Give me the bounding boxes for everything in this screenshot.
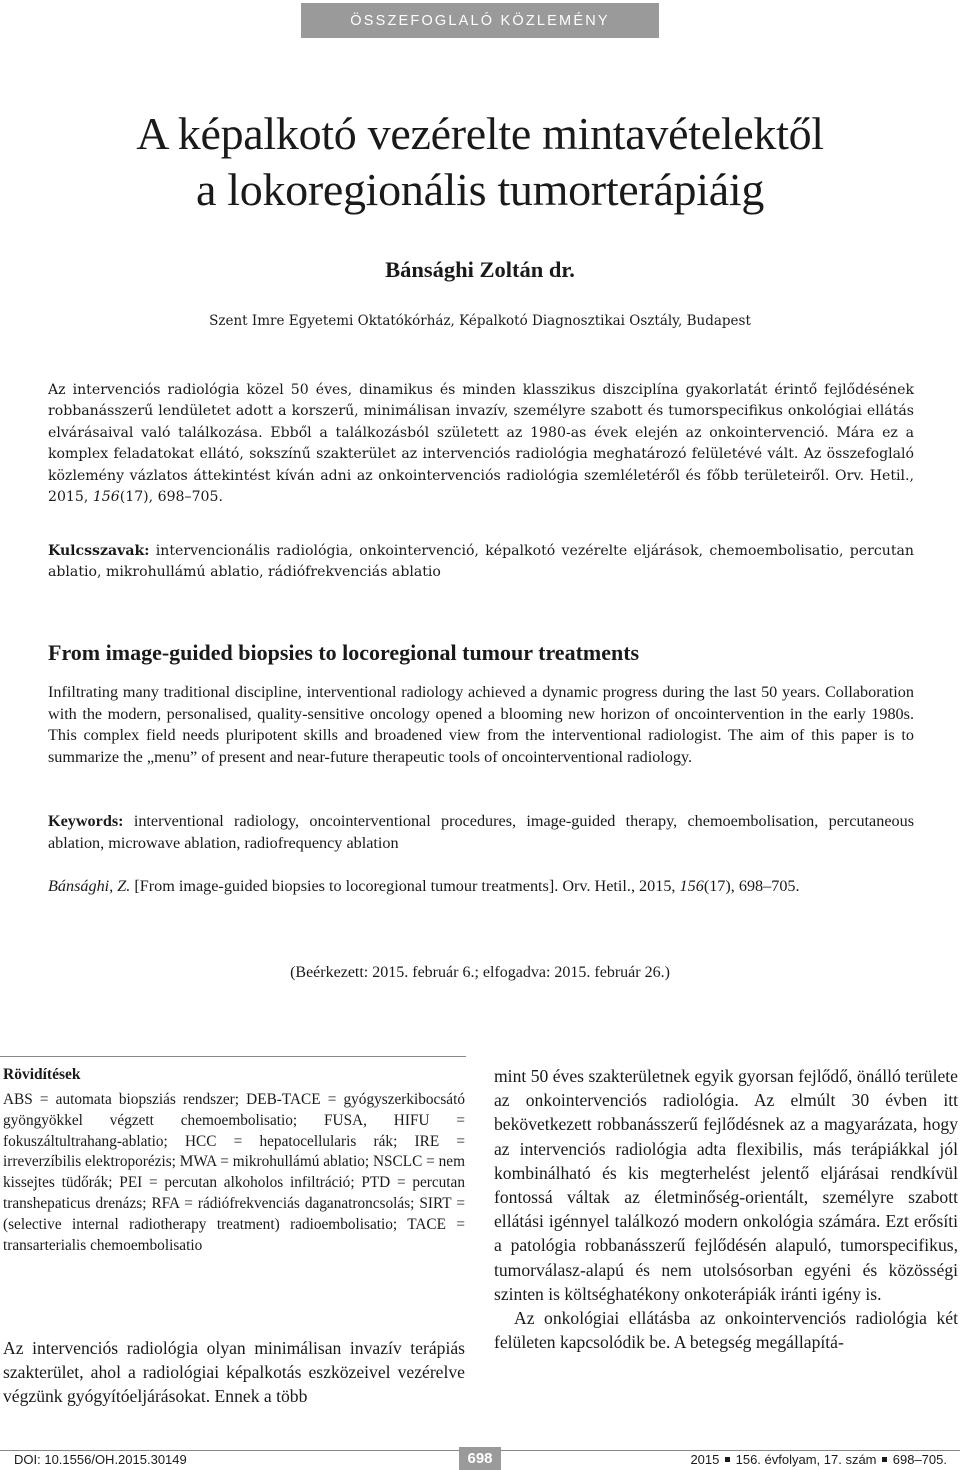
doi-link[interactable]: DOI: 10.1556/OH.2015.30149 <box>14 1452 187 1467</box>
body-paragraph-left: Az intervenciós radiológia olyan minimálisan invazív terápiás szakterület, ahol a radiológiai képalkotás eszközeivel vezérelve végzünk gyógyítóeljárásokat. Ennek a több <box>3 1338 465 1407</box>
abstract-hungarian <box>48 380 914 508</box>
abbreviations-divider <box>0 1056 466 1057</box>
abbreviations-heading: Rövidítések <box>3 1066 81 1083</box>
keywords-hu-label: Kulcsszavak: <box>48 543 150 559</box>
abbreviations-list: ABS = automata biopsziás rendszer; DEB-TACE = gyógyszerkibocsátó gyöngyökkel végzett chemoembolisatio; FUSA, HIFU = fokuszáltultrahang-ablatio; HCC = hepatocellularis rák; IRE = irreverzíbilis elektroporézis; MWA = mikrohullámú ablatio; NSCLC = nem kissejtes tüdőrák; PEI = percutan alkoholos infiltráció; PTD = percutan transhepaticus drenázs; RFA = rádiófrekvenciás daganatroncsolás; SIRT = (selective internal radiotherapy treatment) radioembolisatio; TACE = transarterialis chemoembolisatio <box>3 1091 465 1254</box>
body-column-right <box>494 1064 958 1354</box>
abstract-hu-reference: Orv. Hetil., 2015, 156(17), 698–705. <box>48 467 914 506</box>
section-label: ÖSSZEFOGLALÓ KÖZLEMÉNY <box>350 12 610 29</box>
title-line-2: a lokoregionális tumorterápiáig <box>195 164 765 215</box>
article-title <box>0 106 960 218</box>
keywords-hu-text: intervencionális radiológia, onkointervenció, képalkotó vezérelte eljárások, chemoembolisatio, percutan ablatio, mikrohullámú ablatio, rádiófrekvenciás ablatio <box>48 543 915 581</box>
english-title: From image-guided biopsies to locoregional tumour treatments <box>48 640 640 665</box>
keywords-hungarian <box>48 541 914 584</box>
section-banner <box>301 3 659 38</box>
separator-square-icon <box>882 1457 887 1462</box>
citation-volume: 156 <box>679 877 704 895</box>
abstract-english: Infiltrating many traditional discipline, interventional radiology achieved a dynamic progress during the last 50 years. Collaboration with the modern, personalised, quality-sensitive oncology opened a blooming new horizon of oncointervention in the early 1980s. This complex field needs pluripotent skills and broadened view from the interventional radiologist. The aim of this paper is to summarize the „menu” of present and near-future therapeutic tools of oncointerventional radiology. <box>48 683 914 766</box>
citation: Bánsághi, Z. [From image-guided biopsies to locoregional tumour treatments]. Orv. Hetil., 2015, 156(17), 698–705. <box>48 877 800 895</box>
keywords-english <box>48 811 914 854</box>
author-affiliation: Szent Imre Egyetemi Oktatókórház, Képalkotó Diagnosztikai Osztály, Budapest <box>209 313 751 329</box>
citation-author: Bánsághi, Z. <box>48 877 131 895</box>
page-footer <box>0 1447 960 1470</box>
title-line-1: A képalkotó vezérelte mintavételektől <box>136 108 824 159</box>
keywords-en-label: Keywords: <box>48 812 124 830</box>
separator-square-icon <box>725 1457 730 1462</box>
body-paragraph-right-1: mint 50 éves szakterületnek egyik gyorsan fejlődő, önálló területe az onkointervenciós radiológia. Az elmúlt 30 évben itt bekövetkezett robbanásszerű fejlődésnek az a magyarázata, hogy az intervenciós radiológia adta flexibilis, más terápiákkal jól kombinálható és kis megterhelést jelentő eljárásai rendkívül fontossá váltak az életminőség-orientált, személyre szabott ellátási igénnyel találkozó modern onkológia számára. Ezt erősíti a patológia robbanásszerű fejlődésén alapuló, tumorspecifikus, tumorválasz-alapú és nem utolsósorban egyéni és közösségi szinten is költséghatékony onkoterápiák iránti igény is. <box>494 1066 958 1304</box>
received-dates: (Beérkezett: 2015. február 6.; elfogadva: 2015. február 26.) <box>290 964 670 981</box>
keywords-en-text: interventional radiology, oncointerventional procedures, image-guided therapy, chemoembolisation, percutaneous ablation, microwave ablation, radiofrequency ablation <box>48 812 914 852</box>
abstract-hu-text: Az intervenciós radiológia közel 50 éves, dinamikus és minden klasszikus diszciplína gyakorlatát érintő fejlődésének robbanásszerű lendületet adott a korszerű, minimálisan invazív, személyre szabott és tumorspecifikus onkológiai ellátás elvárásaival való találkozása. Ebből a találkozásból született az 1980-as évek elején az onkointervenció. Mára ez a komplex feladatokat ellátó, sokszínű szakterület az intervenciós radiológia meghatározó felületévé vált. Az összefoglaló közlemény vázlatos áttekintést kíván adni az onkointervenciós radiológia szemléletéről és főbb területeiről. <box>48 382 914 484</box>
author-name: Bánsághi Zoltán dr. <box>385 257 575 282</box>
journal-volume-info: 2015 156. évfolyam, 17. szám 698–705. <box>690 1452 947 1467</box>
body-paragraph-right-2: Az onkológiai ellátásba az onkointervenciós radiológia két felületen kapcsolódik be. A betegség megállapítá- <box>494 1308 958 1353</box>
page-number: 698 <box>459 1447 501 1470</box>
